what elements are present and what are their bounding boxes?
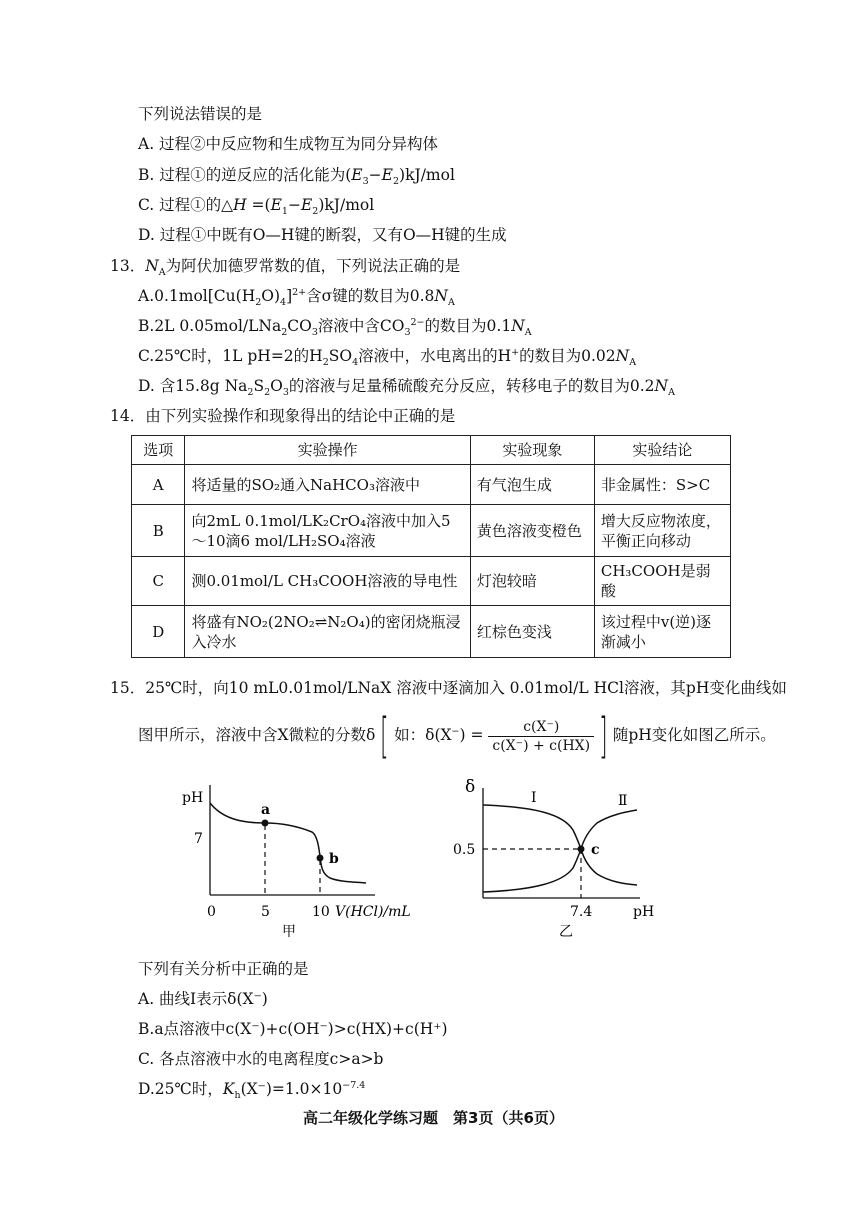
jia-point-b xyxy=(317,855,324,862)
jia-x-tick: 0 xyxy=(207,904,216,920)
q13-option-c: C.25℃时，1L pH=2的$H_2SO_4$溶液中，水电离出的H+的数目为$0.02N_A$ xyxy=(138,346,637,369)
q14-stem: 14．由下列实验操作和现象得出的结论中正确的是 xyxy=(110,407,456,425)
table-row xyxy=(132,465,731,505)
table-header-row xyxy=(132,436,731,465)
row-operation: 将适量的SO₂通入NaHCO₃溶液中 xyxy=(185,465,470,505)
figure-yi xyxy=(445,770,675,945)
q15-stem-line1: 15．25℃时，向10 mL0.01mol/LNaX 溶液中逐滴加入 0.01mol/L HCl溶液，其pH变化曲线如 xyxy=(110,679,787,697)
q15-option-d: D.25℃时，$K_h(X^-)=1.0\times 10^{-7.4}$ xyxy=(138,1079,366,1102)
jia-label-a: a xyxy=(261,802,271,818)
q12-option-b: B. 过程①的逆反应的活化能为$(E_3-E_2)kJ$/mol xyxy=(138,166,455,188)
row-operation: 将盛有NO₂(2NO₂⇌N₂O₄)的密闭烧瓶浸入冷水 xyxy=(185,606,470,658)
q13-option-b: B.2L $0.05mol/LNa_2CO_3$溶液中含$CO_3^{2-}$的数目为$0.1N_A$ xyxy=(138,316,532,339)
figure-jia xyxy=(170,770,430,945)
jia-xlabel: V(HCl)/mL xyxy=(335,904,411,920)
row-phenomenon: 黄色溶液变橙色 xyxy=(470,505,594,557)
header-phenomenon: 实验现象 xyxy=(470,436,594,465)
q15-option-a: A. 曲线Ⅰ表示δ(X⁻) xyxy=(138,990,268,1008)
q15-stem-line2: 图甲所示，溶液中含X微粒的分数δ [ 如：δ(X−) = $\frac{c(X^-)}{c(X^-) + c(HX)}$ ] 随pH变化如图乙所示。 xyxy=(138,708,776,764)
yi-curve-2-label: Ⅱ xyxy=(618,793,628,809)
jia-x-tick: 10 xyxy=(312,904,330,920)
q12-option-d: D. 过程①中既有O—H键的断裂，又有O—H键的生成 xyxy=(138,226,507,244)
row-phenomenon: 有气泡生成 xyxy=(470,465,594,505)
yi-y-tick: 0.5 xyxy=(453,842,476,858)
jia-y-tick: 7 xyxy=(194,831,203,847)
q13-stem: 13．$N_A$为阿伏加德罗常数的值，下列说法正确的是 xyxy=(110,257,461,279)
yi-label-c: c xyxy=(591,842,600,858)
jia-ylabel: pH xyxy=(182,790,204,806)
row-phenomenon: 灯泡较暗 xyxy=(470,557,594,606)
row-conclusion: CH₃COOH是弱酸 xyxy=(594,557,730,606)
row-operation: 测0.01mol/L CH₃COOH溶液的导电性 xyxy=(185,557,470,606)
q12-prompt: 下列说法错误的是 xyxy=(138,105,263,123)
yi-curve-1 xyxy=(483,805,637,885)
table-row xyxy=(132,606,731,658)
yi-point-c xyxy=(578,846,585,853)
yi-x-tick: 7.4 xyxy=(570,904,593,920)
jia-x-tick: 5 xyxy=(261,904,270,920)
row-option: D xyxy=(132,606,185,658)
delta-fraction: $\frac{c(X^-)}{c(X^-) + c(HX)}$ xyxy=(488,718,594,755)
row-conclusion: 增大反应物浓度，平衡正向移动 xyxy=(594,505,730,557)
yi-ylabel: δ xyxy=(465,777,476,797)
row-option: C xyxy=(132,557,185,606)
yi-caption: 乙 xyxy=(559,924,573,940)
q12-option-a: A. 过程②中反应物和生成物互为同分异构体 xyxy=(138,135,439,153)
table-row xyxy=(132,557,731,606)
experiment-table xyxy=(131,435,731,658)
yi-curve-1-label: Ⅰ xyxy=(531,790,537,806)
q13-option-d: D. 含15.8g $Na_2S_2O_3$的溶液与足量稀硫酸充分反应，转移电子的数目为$0.2N_A$ xyxy=(138,377,675,399)
jia-point-a xyxy=(262,820,269,827)
row-operation: 向2mL 0.1mol/LK₂CrO₄溶液中加入5～10滴6 mol/LH₂SO₄溶液 xyxy=(185,505,470,557)
q15-option-c: C. 各点溶液中水的电离程度c>a>b xyxy=(138,1050,384,1068)
row-conclusion: 该过程中v(逆)逐渐减小 xyxy=(594,606,730,658)
header-operation: 实验操作 xyxy=(185,436,470,465)
row-conclusion: 非金属性：S>C xyxy=(594,465,730,505)
jia-label-b: b xyxy=(329,851,339,867)
jia-caption: 甲 xyxy=(282,924,296,940)
row-phenomenon: 红棕色变浅 xyxy=(470,606,594,658)
page-footer: 高二年级化学练习题 第3页（共6页） xyxy=(303,1109,564,1127)
row-option: B xyxy=(132,505,185,557)
jia-titration-curve xyxy=(210,803,366,883)
q15-prompt: 下列有关分析中正确的是 xyxy=(138,960,309,978)
yi-curve-2 xyxy=(483,810,637,892)
header-conclusion: 实验结论 xyxy=(594,436,730,465)
row-option: A xyxy=(132,465,185,505)
q13-option-a: $A.0.1mol[Cu(H_2O)_4]^{2+}$含σ键的数目为$0.8N_A$ xyxy=(138,286,455,309)
q12-option-c: C. 过程①的△H $=(E_1-E_2)kJ$/mol xyxy=(138,196,375,218)
yi-xlabel: pH xyxy=(633,904,655,920)
table-row xyxy=(132,505,731,557)
q15-option-b: B.a点溶液中c(X⁻)+c(OH⁻)>c(HX)+c(H⁺) xyxy=(138,1020,448,1038)
header-option: 选项 xyxy=(132,436,185,465)
